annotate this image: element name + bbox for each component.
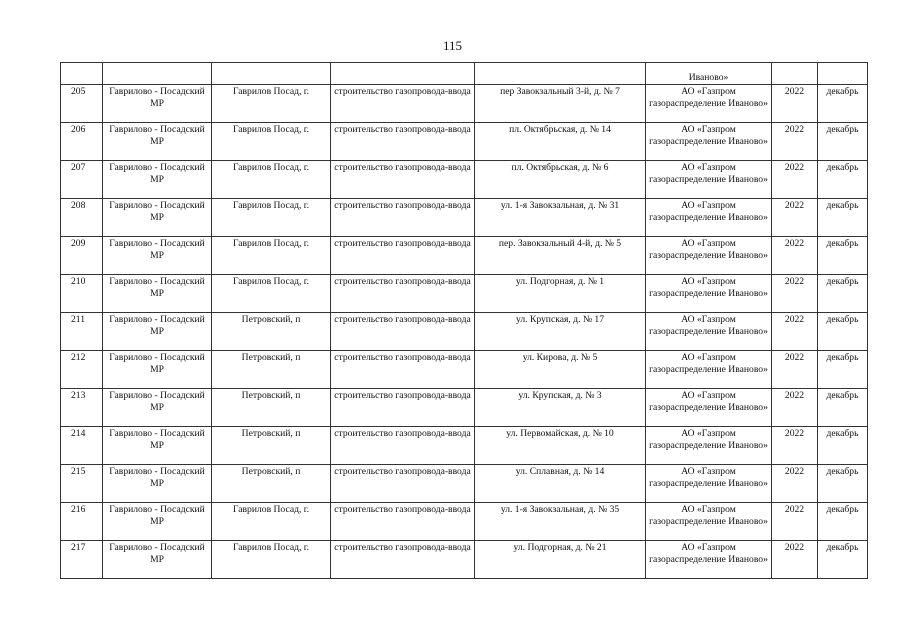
address-cell: ул. Крупская, д. № 17 xyxy=(475,313,646,351)
year-cell: 2022 xyxy=(772,161,818,199)
address-cell: пер. Завокзальный 4-й, д. № 5 xyxy=(475,237,646,275)
row-number-cell: 206 xyxy=(61,123,103,161)
gasification-table xyxy=(60,62,868,579)
work-type-cell: строительство газопровода-ввода xyxy=(331,199,475,237)
org-cell: Иваново» xyxy=(646,63,772,85)
table-row xyxy=(61,237,868,275)
district-cell: Гаврилово - Посадский МР xyxy=(103,465,212,503)
table-row xyxy=(61,199,868,237)
org-cell: АО «Газпром газораспределение Иваново» xyxy=(646,275,772,313)
work-type-cell: строительство газопровода-ввода xyxy=(331,85,475,123)
row-number-cell: 211 xyxy=(61,313,103,351)
table-row xyxy=(61,85,868,123)
month-cell: декабрь xyxy=(818,199,868,237)
work-type-cell: строительство газопровода-ввода xyxy=(331,427,475,465)
district-cell: Гаврилово - Посадский МР xyxy=(103,199,212,237)
district-cell: Гаврилово - Посадский МР xyxy=(103,313,212,351)
table-row xyxy=(61,161,868,199)
address-cell: ул. Кирова, д. № 5 xyxy=(475,351,646,389)
table-row xyxy=(61,275,868,313)
row-number-cell: 214 xyxy=(61,427,103,465)
address-cell: ул. 1-я Завокзальная, д. № 31 xyxy=(475,199,646,237)
locality-cell: Петровский, п xyxy=(212,465,331,503)
org-cell: АО «Газпром газораспределение Иваново» xyxy=(646,389,772,427)
year-cell: 2022 xyxy=(772,123,818,161)
org-cell: АО «Газпром газораспределение Иваново» xyxy=(646,351,772,389)
locality-cell: Гаврилов Посад, г. xyxy=(212,503,331,541)
table-row xyxy=(61,465,868,503)
row-number-cell: 208 xyxy=(61,199,103,237)
year-cell: 2022 xyxy=(772,503,818,541)
work-type-cell: строительство газопровода-ввода xyxy=(331,123,475,161)
year-cell: 2022 xyxy=(772,275,818,313)
org-cell: АО «Газпром газораспределение Иваново» xyxy=(646,503,772,541)
row-number-cell: 209 xyxy=(61,237,103,275)
work-type-cell: строительство газопровода-ввода xyxy=(331,313,475,351)
row-number-cell: 217 xyxy=(61,541,103,579)
address-cell: ул. Сплавная, д. № 14 xyxy=(475,465,646,503)
district-cell: Гаврилово - Посадский МР xyxy=(103,427,212,465)
address-cell: ул. Первомайская, д. № 10 xyxy=(475,427,646,465)
address-cell: ул. 1-я Завокзальная, д. № 35 xyxy=(475,503,646,541)
district-cell: Гаврилово - Посадский МР xyxy=(103,237,212,275)
work-type-cell: строительство газопровода-ввода xyxy=(331,275,475,313)
year-cell: 2022 xyxy=(772,541,818,579)
row-number-cell: 213 xyxy=(61,389,103,427)
month-cell: декабрь xyxy=(818,85,868,123)
org-cell: АО «Газпром газораспределение Иваново» xyxy=(646,541,772,579)
row-number-cell: 210 xyxy=(61,275,103,313)
district-cell: Гаврилово - Посадский МР xyxy=(103,123,212,161)
row-number-cell: 215 xyxy=(61,465,103,503)
month-cell: декабрь xyxy=(818,313,868,351)
table-row xyxy=(61,503,868,541)
locality-cell: Гаврилов Посад, г. xyxy=(212,275,331,313)
org-cell: АО «Газпром газораспределение Иваново» xyxy=(646,313,772,351)
month-cell: декабрь xyxy=(818,237,868,275)
year-cell: 2022 xyxy=(772,85,818,123)
table-row xyxy=(61,389,868,427)
locality-cell: Гаврилов Посад, г. xyxy=(212,237,331,275)
district-cell: Гаврилово - Посадский МР xyxy=(103,85,212,123)
month-cell: декабрь xyxy=(818,465,868,503)
locality-cell: Гаврилов Посад, г. xyxy=(212,199,331,237)
address-cell: пер Завокзальный 3-й, д. № 7 xyxy=(475,85,646,123)
locality-cell: Петровский, п xyxy=(212,351,331,389)
year-cell: 2022 xyxy=(772,199,818,237)
org-cell: АО «Газпром газораспределение Иваново» xyxy=(646,427,772,465)
year-cell: 2022 xyxy=(772,351,818,389)
year-cell: 2022 xyxy=(772,465,818,503)
org-cell: АО «Газпром газораспределение Иваново» xyxy=(646,85,772,123)
month-cell: декабрь xyxy=(818,541,868,579)
table-row xyxy=(61,123,868,161)
month-cell: декабрь xyxy=(818,427,868,465)
row-number-cell: 212 xyxy=(61,351,103,389)
org-cell: АО «Газпром газораспределение Иваново» xyxy=(646,237,772,275)
continued-row xyxy=(61,63,868,85)
year-cell: 2022 xyxy=(772,237,818,275)
address-cell: ул. Подгорная, д. № 21 xyxy=(475,541,646,579)
address-cell: ул. Крупская, д. № 3 xyxy=(475,389,646,427)
address-cell: ул. Подгорная, д. № 1 xyxy=(475,275,646,313)
work-type-cell: строительство газопровода-ввода xyxy=(331,389,475,427)
month-cell: декабрь xyxy=(818,503,868,541)
district-cell: Гаврилово - Посадский МР xyxy=(103,275,212,313)
district-cell: Гаврилово - Посадский МР xyxy=(103,541,212,579)
org-cell: АО «Газпром газораспределение Иваново» xyxy=(646,123,772,161)
month-cell: декабрь xyxy=(818,389,868,427)
locality-cell: Петровский, п xyxy=(212,313,331,351)
month-cell: декабрь xyxy=(818,123,868,161)
work-type-cell: строительство газопровода-ввода xyxy=(331,503,475,541)
page-number: 115 xyxy=(442,38,463,53)
locality-cell: Гаврилов Посад, г. xyxy=(212,161,331,199)
year-cell: 2022 xyxy=(772,313,818,351)
work-type-cell: строительство газопровода-ввода xyxy=(331,351,475,389)
table-row xyxy=(61,427,868,465)
row-number-cell: 207 xyxy=(61,161,103,199)
table-row xyxy=(61,351,868,389)
locality-cell: Гаврилов Посад, г. xyxy=(212,541,331,579)
work-type-cell: строительство газопровода-ввода xyxy=(331,237,475,275)
district-cell: Гаврилово - Посадский МР xyxy=(103,161,212,199)
work-type-cell: строительство газопровода-ввода xyxy=(331,161,475,199)
locality-cell: Петровский, п xyxy=(212,389,331,427)
locality-cell: Петровский, п xyxy=(212,427,331,465)
month-cell: декабрь xyxy=(818,161,868,199)
org-cell: АО «Газпром газораспределение Иваново» xyxy=(646,161,772,199)
work-type-cell: строительство газопровода-ввода xyxy=(331,465,475,503)
district-cell: Гаврилово - Посадский МР xyxy=(103,503,212,541)
locality-cell: Гаврилов Посад, г. xyxy=(212,123,331,161)
org-cell: АО «Газпром газораспределение Иваново» xyxy=(646,465,772,503)
district-cell: Гаврилово - Посадский МР xyxy=(103,389,212,427)
address-cell: пл. Октябрьская, д. № 14 xyxy=(475,123,646,161)
district-cell: Гаврилово - Посадский МР xyxy=(103,351,212,389)
org-cell: АО «Газпром газораспределение Иваново» xyxy=(646,199,772,237)
row-number-cell: 216 xyxy=(61,503,103,541)
table-row xyxy=(61,541,868,579)
month-cell: декабрь xyxy=(818,351,868,389)
year-cell: 2022 xyxy=(772,389,818,427)
row-number-cell: 205 xyxy=(61,85,103,123)
address-cell: пл. Октябрьская, д. № 6 xyxy=(475,161,646,199)
year-cell: 2022 xyxy=(772,427,818,465)
table-row xyxy=(61,313,868,351)
work-type-cell: строительство газопровода-ввода xyxy=(331,541,475,579)
locality-cell: Гаврилов Посад, г. xyxy=(212,85,331,123)
month-cell: декабрь xyxy=(818,275,868,313)
